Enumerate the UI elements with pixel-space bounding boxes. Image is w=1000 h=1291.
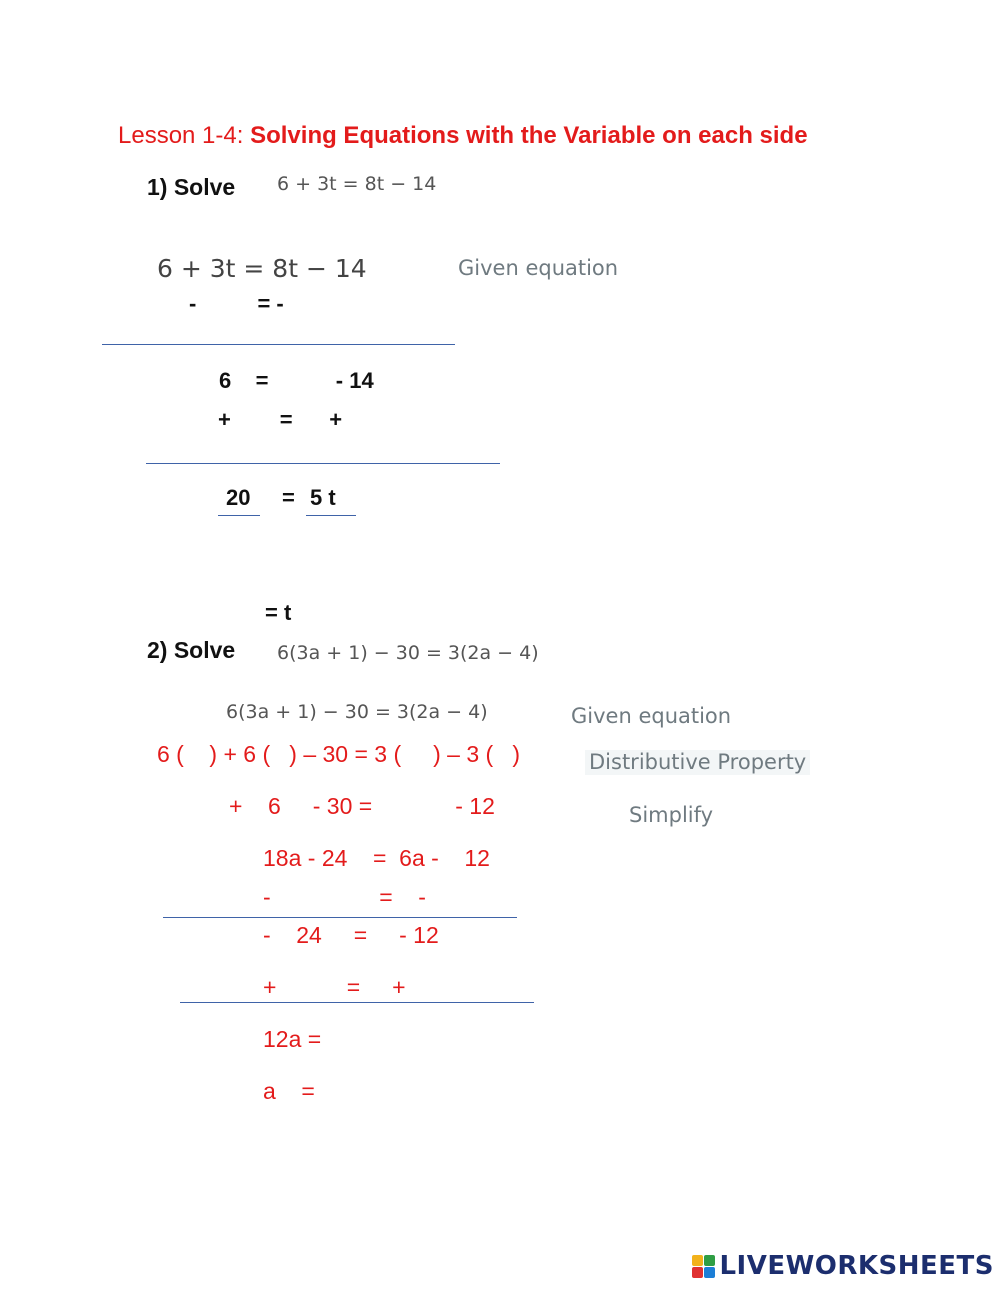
problem2-distribute-line: 6 ( ) + 6 ( ) – 30 = 3 ( ) – 3 ( ) <box>157 741 521 767</box>
problem1-divider-1 <box>102 344 455 345</box>
problem2-after-subtract-line: - 24 = - 12 <box>263 922 439 948</box>
problem1-final-equals: = <box>282 485 295 510</box>
problem2-divider-1 <box>163 917 517 918</box>
problem1-label: 1) Solve <box>147 174 236 200</box>
problem2-simplify-line: + 6 - 30 = - 12 <box>229 793 495 819</box>
problem2-equation-given: 6(3a + 1) − 30 = 3(2a − 4) <box>226 701 488 723</box>
problem1-equation-small: 6 + 3t = 8t − 14 <box>277 173 437 195</box>
lesson-title-prefix: Lesson 1-4: <box>118 122 251 149</box>
problem2-equation-small: 6(3a + 1) − 30 = 3(2a − 4) <box>277 642 539 664</box>
problem2-divider-2 <box>180 1002 534 1003</box>
problem1-answer: = t <box>265 600 292 625</box>
problem2-note-given: Given equation <box>571 704 732 728</box>
problem2-note-distribute: Distributive Property <box>585 750 810 775</box>
problem2-divide-line: 12a = <box>263 1026 322 1052</box>
problem1-fraction-bar-left <box>218 515 260 516</box>
problem2-combined-line: 18a - 24 = 6a - 12 <box>263 845 490 871</box>
problem2-answer: a = <box>263 1078 315 1104</box>
problem2-note-simplify: Simplify <box>629 803 714 827</box>
problem1-step-add: + = + <box>218 407 343 432</box>
lesson-title-main: Solving Equations with the Variable on each side <box>250 122 808 149</box>
problem1-step-subtract: - = - <box>189 291 284 316</box>
problem2-add-line: + = + <box>263 974 406 1000</box>
problem1-note-given: Given equation <box>458 256 619 280</box>
liveworksheets-logo <box>692 1253 994 1279</box>
liveworksheets-logo-icon <box>692 1255 715 1278</box>
problem1-equation-large: 6 + 3t = 8t − 14 <box>157 254 367 283</box>
problem1-final-right: 5 t <box>310 485 336 510</box>
problem2-label: 2) Solve <box>147 637 236 663</box>
lesson-title <box>118 124 808 148</box>
liveworksheets-logo-text: LIVEWORKSHEETS <box>719 1251 994 1281</box>
problem1-divider-2 <box>146 463 500 464</box>
problem1-fraction-bar-right <box>306 515 356 516</box>
problem1-final-left: 20 <box>226 485 251 510</box>
problem2-subtract-line: - = - <box>263 884 426 910</box>
problem1-step-result: 6 = - 14 <box>219 368 374 393</box>
